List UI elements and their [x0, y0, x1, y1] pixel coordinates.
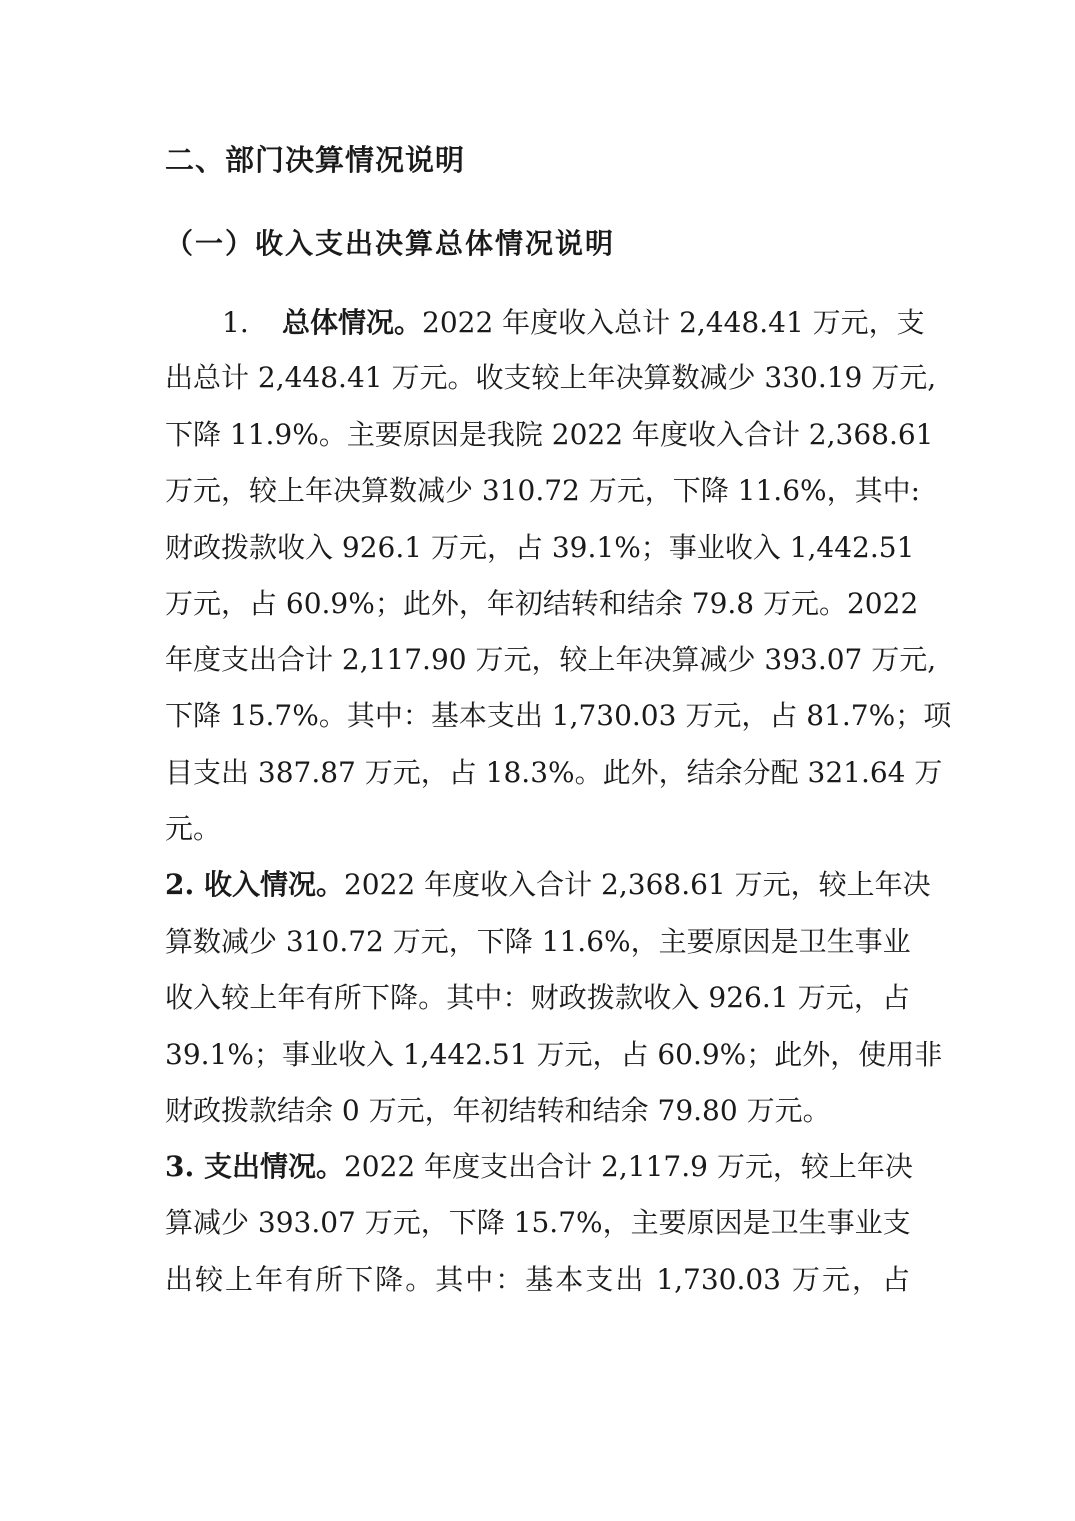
p1-line-6: 万元，占 60.9%；此外，年初结转和结余 79.8 万元。2022 — [165, 587, 919, 620]
p2-line-4: 39.1%；事业收入 1,442.51 万元，占 60.9%；此外，使用非 — [165, 1038, 943, 1071]
p2-line-1 — [165, 867, 931, 903]
p2-lead: 2. 收入情况。 — [165, 868, 344, 901]
p1-lead: 总体情况。 — [282, 306, 423, 339]
p2-text-1: 2022 年度收入合计 2,368.61 万元，较上年决 — [343, 868, 931, 901]
p2-line-5: 财政拨款结余 0 万元，年初结转和结余 79.80 万元。 — [165, 1094, 831, 1127]
p3-text-1: 2022 年度支出合计 2,117.9 万元，较上年决 — [343, 1150, 913, 1183]
p1-text-1: 2022 年度收入总计 2,448.41 万元，支 — [422, 306, 925, 339]
p1-line-8: 下降 15.7%。其中：基本支出 1,730.03 万元，占 81.7%；项 — [165, 699, 952, 732]
p3-lead: 3. 支出情况。 — [165, 1150, 344, 1183]
p3-line-3: 出较上年有所下降。其中：基本支出 1,730.03 万元，占 — [165, 1263, 910, 1296]
section-title: 二、部门决算情况说明 — [165, 143, 466, 177]
subsection-title: （一）收入支出决算总体情况说明 — [165, 227, 616, 260]
p1-number: 1. — [222, 306, 249, 339]
p2-line-2: 算数减少 310.72 万元，下降 11.6%，主要原因是卫生事业 — [165, 925, 911, 958]
p1-line-10: 元。 — [165, 812, 222, 845]
p1-line-4: 万元，较上年决算数减少 310.72 万元，下降 11.6%，其中: — [165, 474, 921, 507]
p1-line-9: 目支出 387.87 万元，占 18.3%。此外，结余分配 321.64 万 — [165, 756, 943, 789]
p1-line-5: 财政拨款收入 926.1 万元，占 39.1%；事业收入 1,442.51 — [165, 531, 915, 564]
p3-line-2: 算减少 393.07 万元，下降 15.7%，主要原因是卫生事业支 — [165, 1206, 911, 1239]
p2-line-3: 收入较上年有所下降。其中：财政拨款收入 926.1 万元，占 — [165, 981, 910, 1014]
p1-line-1 — [222, 305, 925, 341]
p3-line-1 — [165, 1149, 913, 1185]
p1-line-7: 年度支出合计 2,117.90 万元，较上年决算减少 393.07 万元, — [165, 643, 937, 676]
p1-line-3: 下降 11.9%。主要原因是我院 2022 年度收入合计 2,368.61 — [165, 418, 934, 451]
p1-line-2: 出总计 2,448.41 万元。收支较上年决算数减少 330.19 万元, — [165, 361, 937, 394]
